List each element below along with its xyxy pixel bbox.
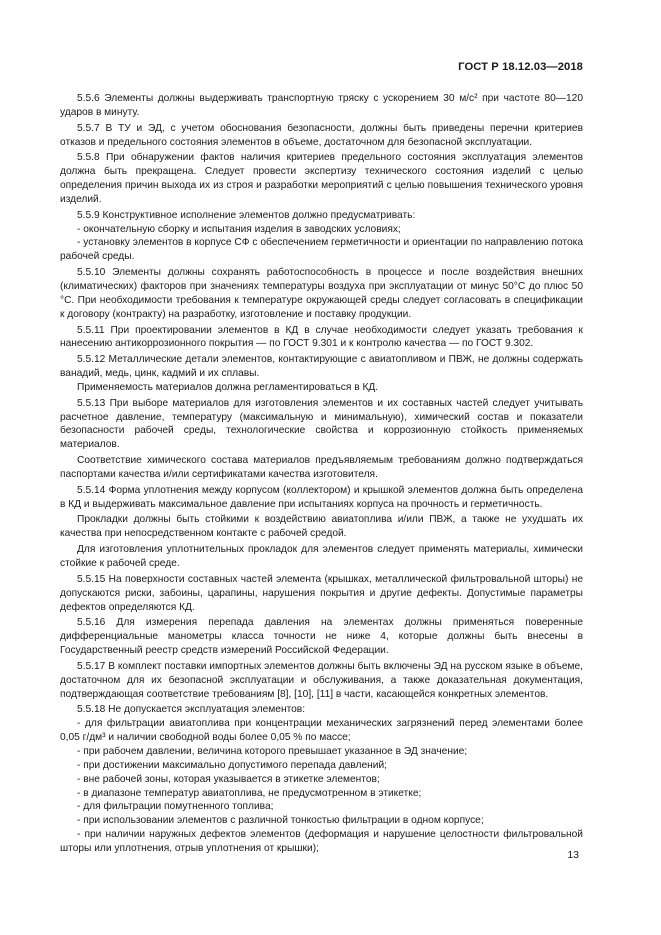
clause-5-5-6: 5.5.6 Элементы должны выдерживать транспортную тряску с ускорением 30 м/с² при частоте 80—120 ударов в минуту.: [60, 93, 583, 118]
list-item: - в диапазоне температур авиатоплива, не предусмотренном в этикетке;: [77, 787, 422, 799]
document-body: [60, 92, 583, 856]
clause-5-5-10: 5.5.10 Элементы должны сохранять работоспособность в процессе и после воздействия внешних (климатических) факторов при значениях температуры воздуха при эксплуатации от минус 50°С до плюс 50 °С. При необходимости требования к температуре окружающей среды следует согласовать в спецификации к договору (контракту) на разработку, изготовление и поставку продукции.: [60, 267, 583, 320]
list-item: - окончательную сборку и испытания изделия в заводских условиях;: [77, 223, 401, 235]
clause-5-5-14-materials: Для изготовления уплотнительных прокладок для элементов следует применять материалы, химически стойкие к рабочей среде.: [60, 544, 583, 569]
list-item: - для фильтрации помутненного топлива;: [77, 801, 274, 813]
clause-5-5-12-note: Применяемость материалов должна регламентироваться в КД.: [77, 381, 379, 393]
list-item: - при использовании элементов с различной тонкостью фильтрации в одном корпусе;: [77, 815, 484, 827]
clause-5-5-18: 5.5.18 Не допускается эксплуатация элементов:: [77, 704, 306, 716]
clause-5-5-17: 5.5.17 В комплект поставки импортных элементов должны быть включены ЭД на русском языке в объеме, достаточном для их безопасной эксплуатации и обслуживания, а также доказательная документация, подтверждающая соответствие требованиям [8], [10], [11] в части, касающейся конкретных элементов.: [60, 660, 583, 700]
document-header-id: ГОСТ Р 18.12.03—2018: [458, 61, 583, 73]
list-item: - для фильтрации авиатоплива при концентрации механических загрязнений перед элементами более 0,05 г/дм³ и наличии свободной воды более 0,05 % по массе;: [60, 718, 583, 744]
clause-5-5-9: 5.5.9 Конструктивное исполнение элементов должно предусматривать:: [77, 209, 416, 221]
list-item: - при рабочем давлении, величина которого превышает указанное в ЭД значение;: [77, 745, 468, 757]
clause-5-5-13-note: Соответствие химического состава материалов предъявляемым требованиям должно подтверждаться паспортами качества и/или сертификатами качества изготовителя.: [60, 455, 583, 480]
clause-5-5-13: 5.5.13 При выборе материалов для изготовления элементов и их составных частей следует учитывать расчетное давление, температуру (максимальную и минимальную), химический состав и показатели безопасности рабочей среды, технологические свойства и коррозионную стойкость применяемых материалов.: [60, 397, 583, 451]
page-number: 13: [567, 849, 579, 861]
clause-5-5-14: 5.5.14 Форма уплотнения между корпусом (коллектором) и крышкой элементов должна быть определена в КД и выдерживать максимальное давление при испытаниях корпуса на прочность и герметичность.: [60, 484, 583, 510]
clause-5-5-12: 5.5.12 Металлические детали элементов, контактирующие с авиатопливом и ПВЖ, не должны содержать ванадий, медь, цинк, кадмий и их сплавы.: [60, 354, 583, 380]
list-item: - при достижении максимально допустимого перепада давлений;: [77, 759, 387, 771]
clause-5-5-8: 5.5.8 При обнаружении фактов наличия критериев предельного состояния эксплуатация элементов должна быть прекращена. Следует провести экспертизу технического состояния изделий с целью определения причин выхода их из строя и разработки мероприятий с целью повышения технического уровня изделий.: [60, 152, 583, 205]
clause-5-5-16: 5.5.16 Для измерения перепада давления на элементах должны применяться поверенные дифференциальные манометры класса точности не ниже 4, которые должны быть внесены в Государственный реестр средств измерений Российской Федерации.: [60, 617, 583, 657]
clause-5-5-14-gaskets: Прокладки должны быть стойкими к воздействию авиатоплива и/или ПВЖ, а также не ухудшать их качества при непосредственном контакте с рабочей средой.: [60, 514, 583, 540]
clause-5-5-7: 5.5.7 В ТУ и ЭД, с учетом обоснования безопасности, должны быть приведены перечни критериев отказов и предельного состояния элементов в объеме, достаточном для безопасной эксплуатации.: [60, 122, 583, 148]
list-item: - при наличии наружных дефектов элементов (деформация и нарушение целостности фильтровальной шторы или уплотнения, отрыв уплотнения от крышки);: [60, 829, 583, 854]
list-item: - установку элементов в корпусе СФ с обеспечением герметичности и ориентации по направлению потока рабочей среды.: [60, 237, 583, 263]
list-item: - вне рабочей зоны, которая указывается в этикетке элементов;: [77, 773, 380, 785]
clause-5-5-15: 5.5.15 На поверхности составных частей элемента (крышках, металлической фильтровальной шторы) не допускаются риски, забоины, царапины, нарушения покрытия и другие дефекты. Допустимые параметры дефектов определяются КД.: [60, 573, 583, 613]
clause-5-5-11: 5.5.11 При проектировании элементов в КД в случае необходимости следует указать требования к нанесению антикоррозионного покрытия — по ГОСТ 9.301 и к контролю качества — по ГОСТ 9.302.: [60, 324, 583, 350]
